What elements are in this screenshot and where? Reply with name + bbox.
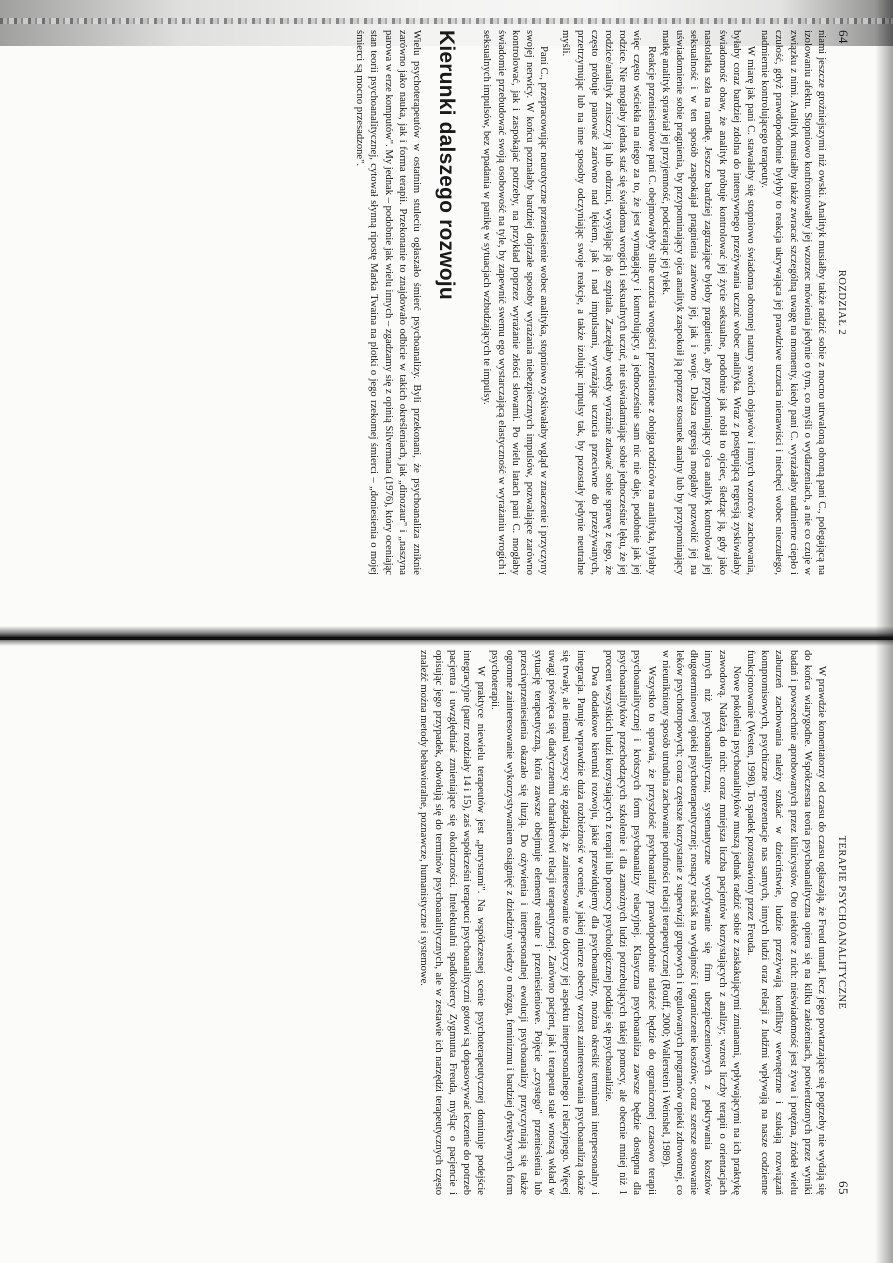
left-paragraph: Wielu psychoterapeutów w ostatnim stuleciu ogłaszało śmierć psychoanalizy. Byli przekonani, że psychoanaliza zniknie zarówno jako nauka, jak i forma terapii. Przekonanie to znajdowało odbicie w takich określeniach, jak „dinozaur" i „naszyna parowa w erze komputów". My jednak – podobnie jak wielu innych – zgadzamy się z opinią Silvermana (1976), który oceniając stan teorii psychoanalitycznej, cytował słynną ripostę Marka Twaina na plotki o jego rzekomej śmierci – „doniesienia o mojej śmierci są mocno przesadzone".	[354, 30, 422, 575]
book-spine-line	[0, 637, 893, 640]
right-running-title: TERAPIE PSYCHOANALITYCZNE	[836, 835, 847, 1010]
left-running-title: ROZDZIAŁ 2	[836, 269, 847, 336]
right-running-head	[828, 650, 850, 1195]
left-page	[90, 30, 850, 575]
right-paragraph: Nowe pokolenia psychoanalityków muszą jednak radzić sobie z zaskakującymi zmianami, wpływającymi na ich praktykę zawodową. Należą do nich: coraz mniejsza liczba pacjentów korzystających z analizy; wzrost liczby terapii o orientacjach innych niż psychoanalityczna; systematyczne wycofywanie się firm ubezpieczeniowych z pokrywania kosztów długoterminowej opieki psychoterapeutycznej; rosnący nacisk na wydajność i ograniczenie kosztów; coraz szersze stosowanie leków psychotropowych; coraz częstsze korzystanie z superwizji grupowych i regulowanych programów opieki zdrowotnej, co w nieunikniony sposób utrudnia zachowanie poufności relacji terapeutycznej (Rouff, 2000; Wallerstein i Weinshel, 1989).	[659, 650, 742, 1195]
right-paragraph: Dwa dodatkowe kierunki rozwoju, jakie przewidujemy dla psychoanalizy, można określić terminami interpersonalny i integracja. Panuje wprawdzie duża rozbieżność w ocenie, w jakiej mierze obecny wzrost zainteresowania psychoanalizą okaże się trwały, ale niemal wszyscy się zgadzają, że zainteresowanie to dotyczy jej aspektu interpersonalnego i relacyjnego. Więcej uwagi poświęca się diadycznemu charakterowi relacji terapeutycznej. Zarówno pacjent, jak i terapeuta stale wnoszą wkład w sytuację terapeutyczną, która zawsze obejmuje elementy realne i przeniesieniowe. Pojęcie „czystego" przeniesienia lub przeciwprzeniesienia okazało się iluzją. Do ożywienia i interpersonalnej ewolucji psychoanalizy przyczyniają się także ogromne zainteresowanie wykorzystywaniem osiągnięć z dziedziny wiedzy o mózgu, feminizmu i bardziej dyrektywnych form psychoterapii.	[489, 650, 600, 1195]
book-spine-shadow	[0, 626, 893, 646]
left-paragraph: W miarę jak pani C. stawałaby się stopniowo świadoma obronnej natury swoich objawów i innych wzorców zachowania, byłaby coraz bardziej zdolna do intensywnego przeżywania uczuć wobec analityka. Wraz z postępującą regresją zyskiwałaby świadomość obaw, że analityk próbuje kontrolować jej życie seksualne, podobnie jak robił to ojciec, śledząc ją, gdy jako nastolatka szła na randkę. Jeszcze bardziej zagrażające byłoby pragnienie, aby przypominający ojca analityk kontrolował jej seksualność i w ten sposób zaspokajał pragnienia zarówno jej, jak i swoje. Dalsza regresja mogłaby pozwolić jej na uświadomienie sobie pragnienia, by przypominający ojca analityk zaspokoił ją poprzez stosunek analny lub by przypominający matkę analityk sprawiał jej przyjemność, podcierając jej tyłek.	[659, 30, 756, 575]
left-paragraph: Reakcje przeniesieniowe pani C. obejmowałyby silne uczucia wrogości przeniesione z obojga rodziców na analityka, byłaby więc często wściekła na niego za to, że jest wymagający i kontrolujący, a jednocześnie sam nic nie daje, podobnie jak jej rodzice. Nie mogłaby jednak stać się świadoma wrogich i seksualnych uczuć, nie uświadamiając sobie jednocześnie lęku, że jej rodzice/analityk zniszczy ją lub odrzuci, wysyłając ją do szpitala. Zaczęłaby wtedy wyrażnie zdawać sobie sprawę z tego, że często próbuje panować zarówno nad lękiem, jak i nad impulsami, wyrażając uczucia przeciwne do przeżywanych, przetrzymując lub na inne sposoby odczyniając swoje reakcje, a także izolując impulsy tak, by pozostały jedynie neutralne myśli.	[560, 30, 657, 575]
left-paragraph: Pani C., przepracowując neurotyczne przeniesienie wobec analityka, stopniowo zyskiwałaby wgląd w znaczenie i przyczyny swojej nerwicy. W końcu poznałaby bardziej dojrzałe sposoby wyrażania niebezpiecznych impulsów, pozwalające zarówno kontrolować, jak i zaspokajać potrzeby, na przykład poprzez wyrażanie złości słowami. Po wielu latach pani C. mogłaby świadomie przebudować swoją osobowość na tyle, by zapewnić swemu ego wystarczającą elastyczność w wyrażaniu wrogich i seksualnych impulsów, bez wpadania w panikę w sytuacjach wzbudzających te impulsy.	[481, 30, 550, 575]
left-page-number: 64	[836, 30, 851, 44]
right-page	[90, 650, 850, 1195]
left-paragraph: niami jeszcze groźniejszymi niż owski. Analityk musiałby także radzić sobie z mocno utrwaloną obroną pani C., polegającą na izolowaniu afektu. Stopniowo konfrontowałby jej wzorzec mówienia jedynie o tym, co myśli o wydarzeniach, a nie co czuje w związku z nimi. Analityk musiałby także zwracać szczególną uwagę na momenty, kiedy pani C. wyrażałaby nadmierne ciepło i czułość, gdyż prawdopodobnie byłyby to reakcja ukrywająca jej prawdziwe uczucia nienawiści i niechęci wobec nieczułego, nadmiernie kontrolującego terapeuty.	[759, 30, 827, 575]
scan-noise-strip	[0, 18, 893, 24]
section-heading: Kierunki dalszego rozwoju	[435, 30, 459, 300]
right-paragraph: W praktyce niewielu terapeutów jest „purystami". Na współczesnej scenie psychoterapeutycznej dominuje podejście integracyjne (patrz rozdziały 14 i 15), zaś współcześni terapeuci psychoanalityczni gotowi są dopasowywać leczenie do potrzeb pacjenta i uwzględniać zmieniające się okoliczności. Intelektualni spadkobiercy Zygmunta Freuda, myśląc o pacjencie i opisując jego przypadek, odwołują się do terminów psychoanalitycznych, ale w zestawie ich narzędzi terapeutycznych często znaleźć można metody behawioralne, poznawcze, humanistyczne i systemowe.	[418, 650, 487, 1195]
left-running-head	[828, 30, 850, 575]
right-paragraph: W prawdzie komentatorzy od czasu do czasu ogłaszają, że Freud umarł, lecz jego powtarzające się pogrzeby nie wydają się do końca wiarygodne. Współczesna teoria psychoanalityczna opiera się na kilku założeniach, potwierdzonych przez wyniki badań i powszechnie aprobowanych przez klinicystów. Oto niektóre z nich: nieświadomość jest żywa i potężna, źródeł wielu zaburzeń zachowania należy szukać w dzieciństwie, ludzie przeżywają konflikty wewnętrzne i szukają rozwiązań kompromisowych, psychiczne reprezentacje nas samych, innych ludzi oraz relacji z ludźmi wpływają na nasze codzienne funkcjonowanie (Westen, 1998). To spadek pozostawiony przez Freuda.	[744, 650, 827, 1195]
right-page-number: 65	[836, 1181, 851, 1195]
right-paragraph: Wszystko to sprawia, że przyszłość psychoanalizy prawdopodobnie należeć będzie do ograniczonej czasowo terapii psychoanalitycznej i krótszych form psychoanalizy relacyjnej. Klasyczna psychoanaliza zawsze będzie dostępna dla psychoanalityków przechodzących szkolenie i dla zamożnych ludzi potrzebujących takiej pomocy, ale obecnie mniej niż 1 procent wszystkich ludzi korzystających z terapii lub pomocy psychologicznej poddaje się psychoanalizie.	[602, 650, 657, 1195]
